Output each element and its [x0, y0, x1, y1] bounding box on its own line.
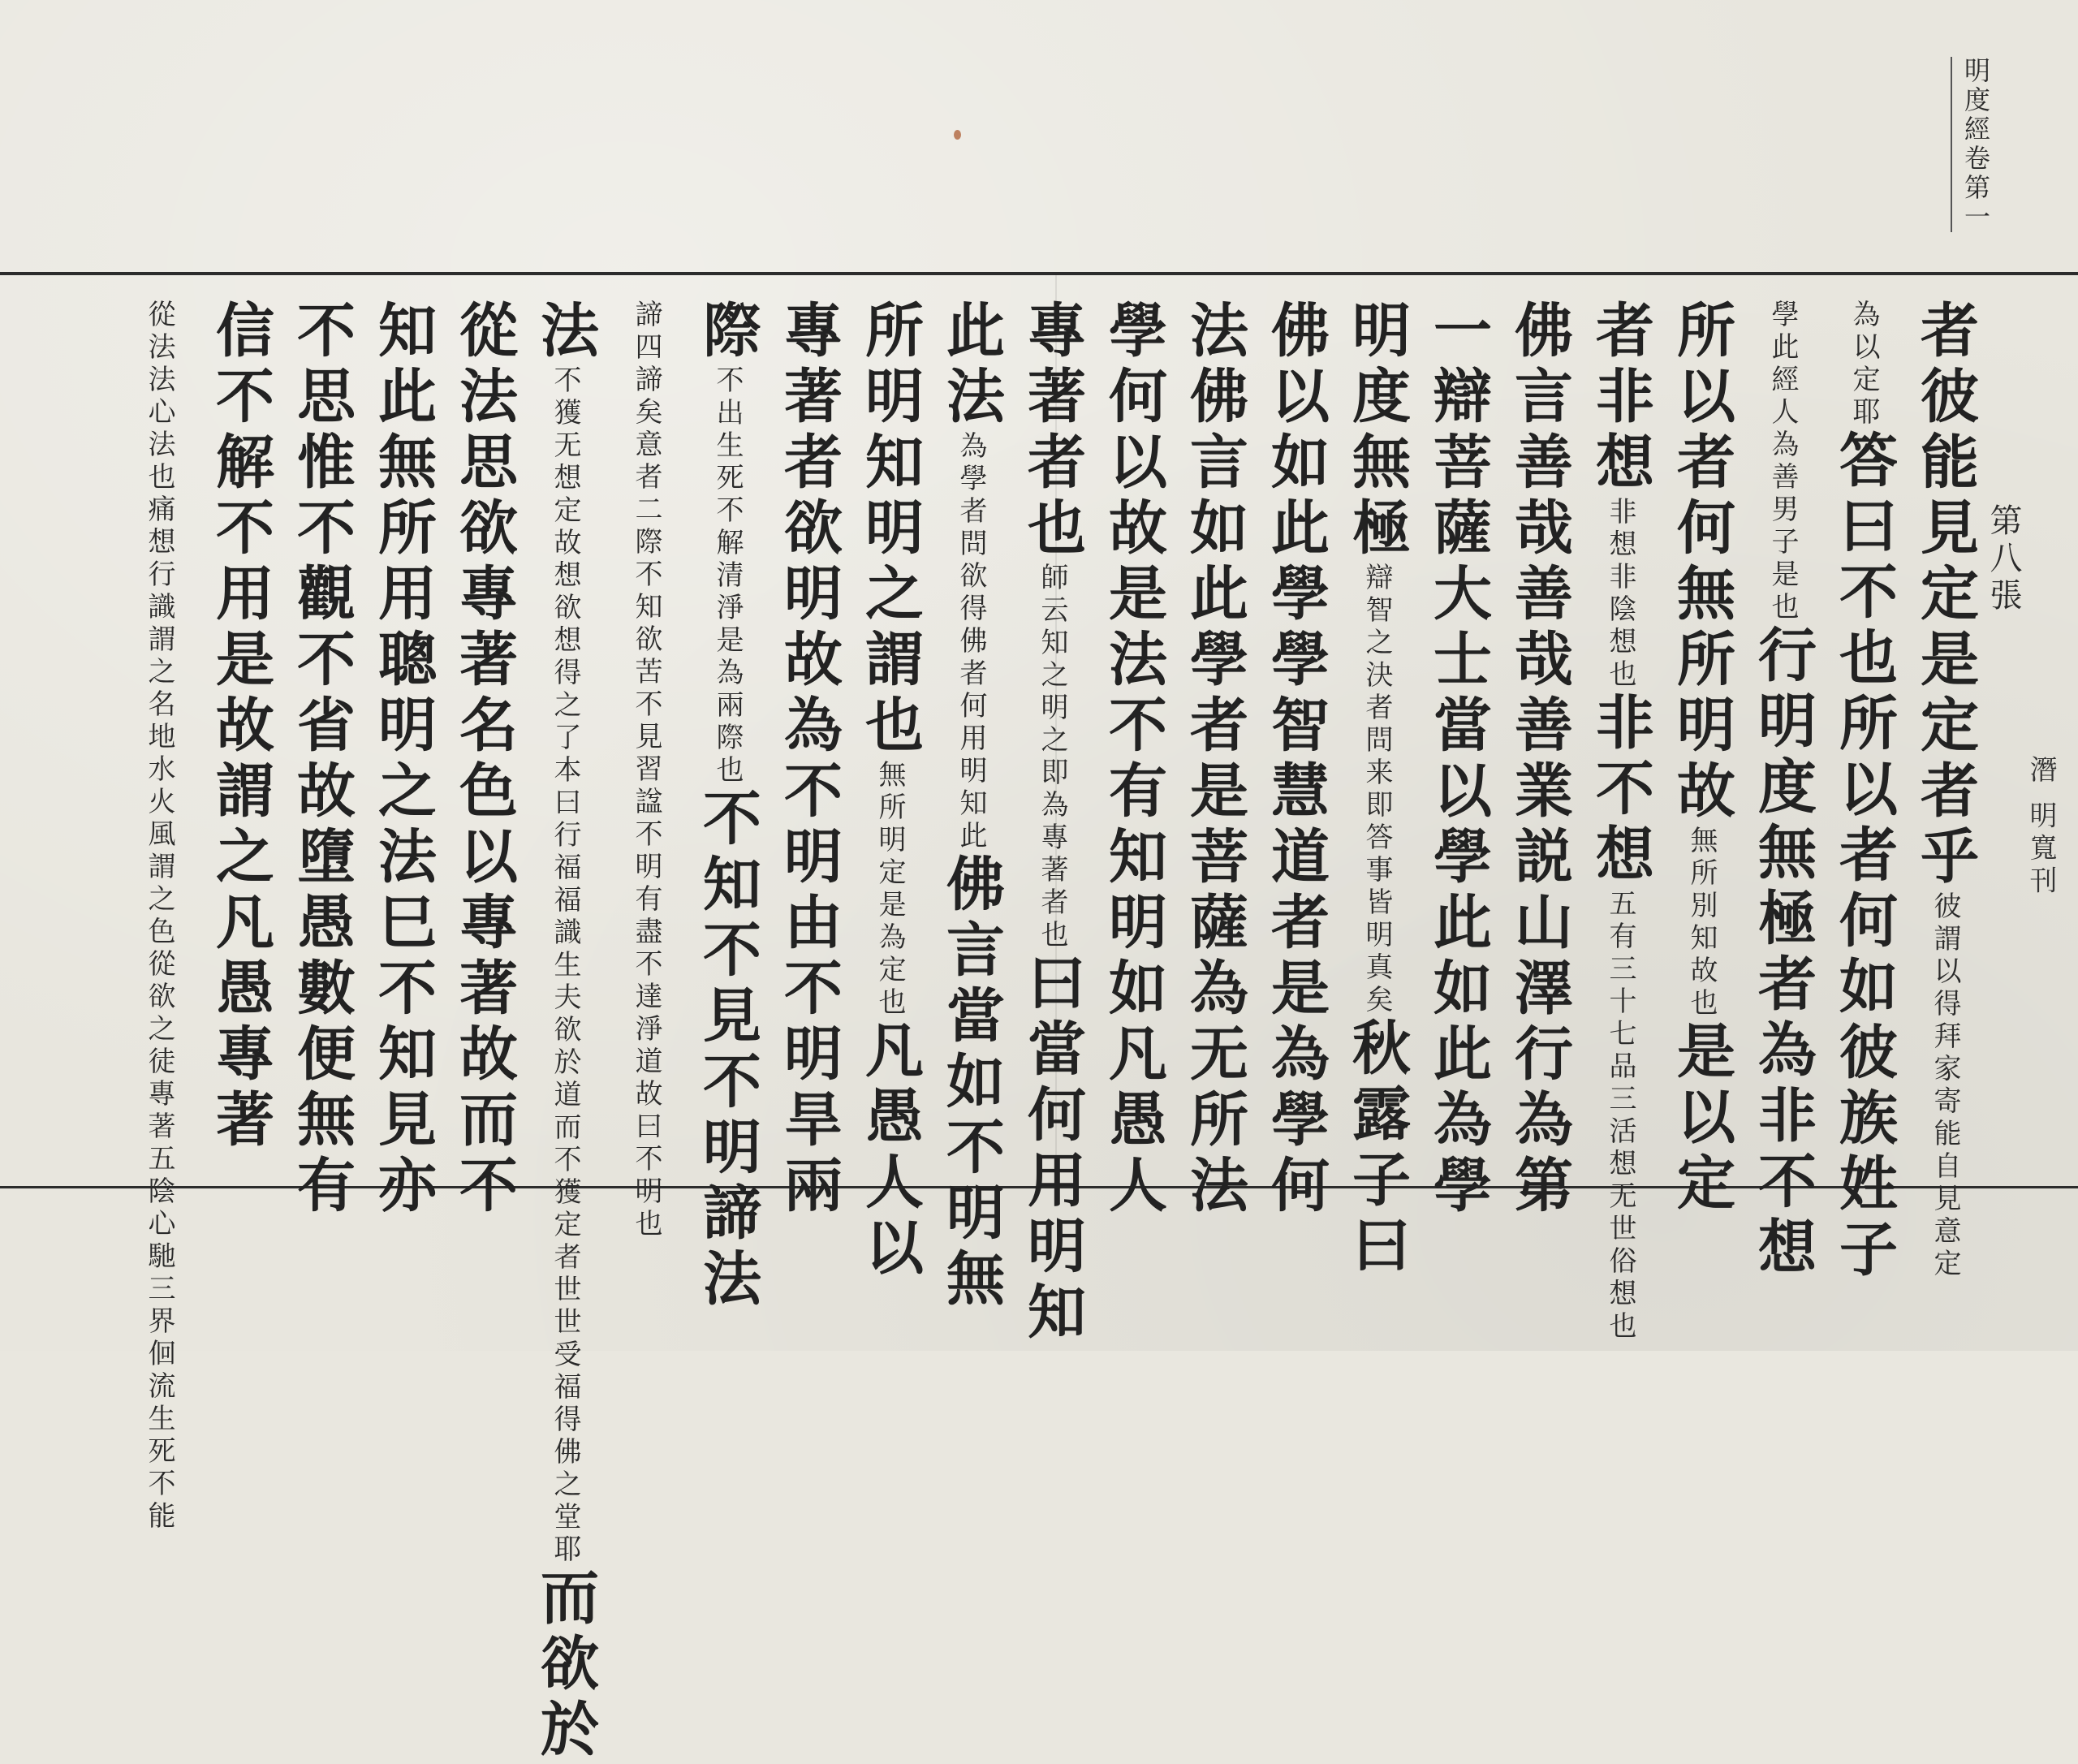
main-text: 佛言當如不明無: [937, 853, 1006, 1313]
main-text: 信不解不用是故謂之凡愚專著: [206, 300, 275, 1154]
commentary-note: 為以定耶: [1847, 300, 1880, 429]
text-column: [369, 300, 438, 1220]
main-text: 者非想: [1586, 300, 1655, 497]
text-column: [1261, 300, 1330, 1220]
commentary-note: 師云知之明之即為專著者也: [1036, 563, 1068, 952]
main-text: 佛以如此學學智慧道者是為學何: [1261, 300, 1330, 1220]
text-column: [1830, 300, 1899, 1284]
main-text: 是以定: [1667, 1020, 1736, 1218]
commentary-note: 彼謂以得拜家寄能自見意定: [1929, 891, 1961, 1281]
main-text: 而欲於: [531, 1567, 600, 1764]
main-text: 不思惟不觀不省故墮愚數便無有: [287, 300, 356, 1220]
text-column: [856, 300, 925, 1283]
text-column: [937, 300, 1006, 1313]
main-text: 際: [693, 300, 762, 365]
commentary-note: 無所明定是為定也: [873, 760, 906, 1020]
main-text: 不知不見不明諦法: [693, 787, 762, 1313]
commentary-note: 不出生死不解清淨是為兩際也: [711, 365, 744, 787]
main-text: 非不想: [1586, 692, 1655, 889]
text-column: [531, 300, 600, 1764]
commentary-note: 不獲无想定故想欲想得之了本曰行福福識生夫欲於道而不獲定者世世受福得佛之堂耶: [549, 365, 581, 1567]
text-column: [1748, 300, 1817, 1282]
commentary-note: 從法法心法也痛想行識謂之名地水火風謂之色從欲之徒專著五陰心馳三界佪流生死不能: [143, 300, 175, 1533]
text-block: [0, 275, 2078, 1764]
text-column: [1586, 300, 1655, 1343]
commentary-note: 非想非陰想也: [1604, 497, 1636, 692]
main-text: 法佛言如此學者是菩薩為无所法: [1180, 300, 1249, 1220]
text-column: [287, 300, 356, 1220]
commentary-note: 學此經人為善男子是也: [1766, 300, 1799, 624]
main-text: 所以者何無所明故: [1667, 300, 1736, 826]
text-column: [206, 300, 275, 1154]
text-column: [1911, 300, 1980, 1281]
commentary-note: 五有三十七品三活想无世俗想也: [1604, 889, 1636, 1343]
commentary-note: 諦四諦矣意者二際不知欲苦不見習諡不明有盡不達淨道故曰不明也: [630, 300, 662, 1241]
main-text: 佛言善哉善哉善業説山澤行為第: [1505, 300, 1574, 1220]
main-text: 明度無極: [1343, 300, 1412, 563]
main-text: 曰當何用明知: [1018, 952, 1087, 1347]
main-text: 從法思欲專著名色以專著故而不: [450, 300, 519, 1220]
commentary-note: 無所別知故也: [1685, 826, 1718, 1020]
main-text: 秋露子曰: [1343, 1017, 1412, 1280]
text-column: [130, 300, 188, 1533]
main-text: 一辯菩薩大士當以學此如此為學: [1424, 300, 1493, 1220]
text-column: [1424, 300, 1493, 1220]
leaf-number: 第八張: [1985, 503, 2022, 615]
printer-mark: 潛 明寬刊: [2024, 755, 2057, 899]
text-column: [1343, 300, 1412, 1280]
text-column: [1180, 300, 1249, 1220]
main-text: 學何以故是法不有知明如凡愚人: [1099, 300, 1168, 1220]
text-column: [617, 300, 675, 1241]
main-text: 法: [531, 300, 600, 365]
text-column: [774, 300, 843, 1220]
main-text: 知此無所用聰明之法巳不知見亦: [369, 300, 438, 1220]
main-text: 答曰不也所以者何如彼族姓子: [1830, 429, 1899, 1284]
text-column: [693, 300, 762, 1313]
main-text: 者彼能見定是定者乎: [1911, 300, 1980, 891]
main-text: 凡愚人以: [856, 1020, 925, 1283]
main-text: 行明度無極者為非不想: [1748, 624, 1817, 1282]
main-text: 所明知明之謂也: [856, 300, 925, 760]
main-text: 專著者欲明故為不明由不明旱兩: [774, 300, 843, 1220]
stain-mark: [954, 130, 961, 140]
commentary-note: 為學者問欲得佛者何用明知此: [955, 431, 987, 853]
commentary-note: 辯智之決者問来即答事皆明真矣: [1360, 563, 1393, 1017]
margin-title: 明度經卷第一: [1951, 57, 1994, 232]
text-column: [1667, 300, 1736, 1218]
main-text: 此法: [937, 300, 1006, 431]
text-column: [1099, 300, 1168, 1220]
text-column: [450, 300, 519, 1220]
main-text: 專著者也: [1018, 300, 1087, 563]
text-column: [1018, 300, 1087, 1347]
text-column: [1505, 300, 1574, 1220]
